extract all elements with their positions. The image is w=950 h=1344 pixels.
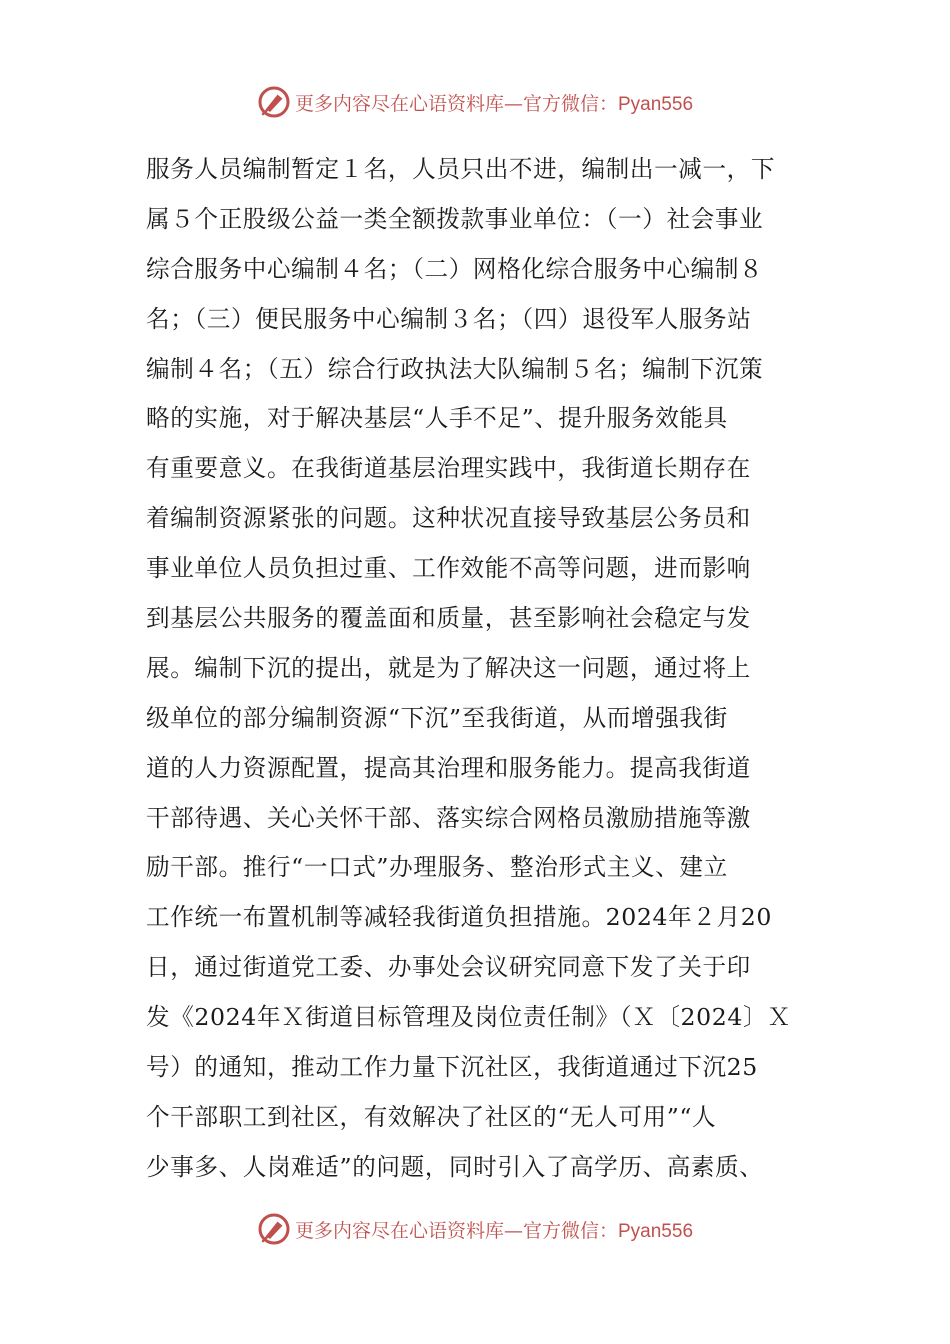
text-line: 略的实施，对于解决基层“人手不足”、提升服务效能具 — [146, 404, 728, 433]
text-line: 励干部。推行“一口式”办理服务、整治形式主义、建立 — [146, 853, 728, 882]
watermark-contact-label: 官方微信： — [522, 92, 618, 115]
text-line: 日，通过街道党工委、办事处会议研究同意下发了关于印 — [146, 953, 751, 982]
text-line: 工作统一布置机制等减轻我街道负担措施。2024年２月20 — [146, 903, 772, 932]
text-line: 个干部职工到社区，有效解决了社区的“无人可用”“人 — [146, 1102, 717, 1131]
text-line: 服务人员编制暂定１名，人员只出不进，编制出一减一，下 — [146, 155, 776, 183]
text-line: 干部待遇、关心关怀干部、落实综合网格员激励措施等激 — [146, 803, 751, 832]
watermark-separator: — — [503, 1219, 523, 1242]
text-line: 着编制资源紧张的问题。这种状况直接导致基层公务员和 — [146, 504, 751, 533]
watermark-text — [295, 1216, 693, 1243]
text-line: 号）的通知，推动工作力量下沉社区，我街道通过下沉25 — [146, 1053, 758, 1082]
watermark-contact-id: Pyan556 — [618, 1220, 694, 1242]
watermark-brand: 更多内容尽在心语资料库 — [294, 92, 504, 115]
text-line: 道的人力资源配置，提高其治理和服务能力。提高我街道 — [146, 753, 751, 782]
watermark-brand: 更多内容尽在心语资料库 — [294, 1219, 504, 1242]
watermark-text — [295, 89, 693, 116]
text-line: 到基层公共服务的覆盖面和质量，甚至影响社会稳定与发 — [146, 604, 751, 633]
text-line: 名；（三）便民服务中心编制３名；（四）退役军人服务站 — [146, 304, 752, 333]
footer-watermark — [0, 1209, 950, 1249]
text-line: 属５个正股级公益一类全额拨款事业单位：（一）社会事业 — [146, 204, 764, 233]
header-watermark — [0, 82, 950, 122]
document-paragraph — [146, 145, 806, 1193]
pen-nib-logo-icon — [257, 85, 291, 119]
text-line: 编制４名；（五）综合行政执法大队编制５名；编制下沉策 — [146, 354, 764, 383]
text-line: 综合服务中心编制４名；（二）网格化综合服务中心编制８ — [146, 254, 764, 283]
watermark-separator: — — [503, 92, 523, 115]
watermark-contact-id: Pyan556 — [618, 93, 694, 115]
text-line: 展。编制下沉的提出，就是为了解决这一问题，通过将上 — [146, 653, 751, 682]
text-line: 发《2024年Ｘ街道目标管理及岗位责任制》（Ｘ〔2024〕Ｘ — [146, 1003, 792, 1032]
pen-nib-logo-icon — [257, 1212, 291, 1246]
watermark-contact-label: 官方微信： — [522, 1219, 618, 1242]
text-line: 有重要意义。在我街道基层治理实践中，我街道长期存在 — [146, 454, 751, 483]
text-line: 事业单位人员负担过重、工作效能不高等问题，进而影响 — [146, 554, 751, 583]
text-line: 少事多、人岗难适”的问题，同时引入了高学历、高素质、 — [146, 1152, 764, 1181]
text-line: 级单位的部分编制资源“下沉”至我街道，从而增强我街 — [146, 703, 728, 732]
